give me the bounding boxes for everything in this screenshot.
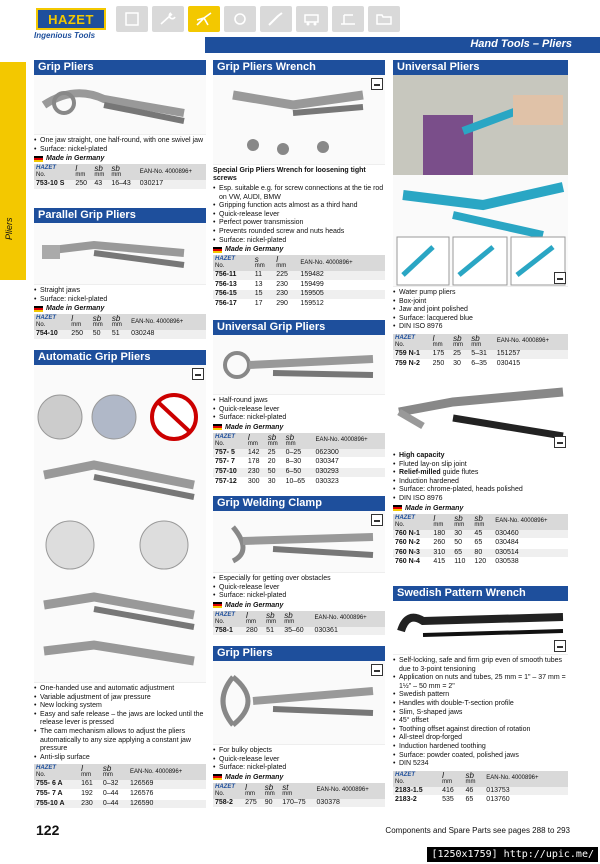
feature: • Easy and safe release – the jaws are locked until the release lever is pressed [34, 711, 206, 728]
feature: • Toothing offset against direction of rotation [393, 726, 568, 735]
feature: • Gripping function acts almost as a third hand [213, 202, 385, 211]
section-title: Grip Pliers Wrench [213, 60, 385, 75]
table-row: 757- 5 142 25 0–25 062300 [213, 449, 385, 458]
table-row: 759 N-2 250 30 6–35 030415 [393, 359, 568, 369]
feature: • Surface: nickel-plated [213, 764, 385, 773]
feature: • Surface: powder coated, polished jaws [393, 752, 568, 761]
feature: • Esp. suitable e.g. for screw connections at the tie rod on VW, AUDI, BMW [213, 185, 385, 202]
logo-tagline: Ingenious Tools [34, 31, 96, 40]
feature: • Variable adjustment of jaw pressure [34, 694, 206, 703]
info-corner-icon [554, 640, 566, 652]
section-title: Swedish Pattern Wrench [393, 586, 568, 601]
feature-list [393, 289, 568, 332]
made-in-germany: Made in Germany [213, 424, 385, 431]
wrench-icon[interactable] [152, 6, 184, 32]
welding-clamp-image [213, 511, 385, 573]
feature-list [213, 397, 385, 423]
feature: • Induction hardened toothing [393, 743, 568, 752]
section-swedish-wrench [393, 586, 568, 806]
section-title: Parallel Grip Pliers [34, 208, 206, 223]
feature: • For bulky objects [213, 747, 385, 756]
section-title: Grip Pliers [213, 646, 385, 661]
spec-table: HAZET No. l mm sb mm sb mm EAN-No. 4000896+ 754-10 250 50 51 030248 [34, 314, 206, 340]
feature: • Water pump pliers [393, 289, 568, 298]
grip-pliers-image [34, 75, 206, 135]
feature: • Swedish pattern [393, 691, 568, 700]
universal-grip-image [213, 335, 385, 395]
spec-table: HAZET No. l mm sb mm sb mm EAN-No. 4000896+ 753-10 S 250 43 16–43 030217 [34, 164, 206, 190]
feature: • Relief-milled guide flutes [393, 469, 568, 478]
spec-table: HAZET No. l mm sb mm EAN-No. 4000896+ 755- 6 A 161 0–32 126569 755- 7 A 192 0–44 126576 755-10 A 230 0–44 126590 [34, 764, 206, 809]
table-row: 760 N-4 415 110 120 030538 [393, 558, 568, 568]
section-box-joint-pliers [393, 378, 568, 568]
parallel-grip-image [34, 223, 206, 285]
swedish-wrench-image [393, 601, 568, 655]
feature: • Surface: nickel-plated [34, 296, 206, 305]
feature-list [393, 657, 568, 769]
feature: • Surface: nickel-plated [213, 237, 385, 246]
feature-list [213, 747, 385, 773]
feature: • Surface: nickel-plated [213, 414, 385, 423]
spec-table: HAZET No. l mm sb mm sb mm EAN-No. 4000896+ 760 N-1 180 30 45 030460 760 N-2 260 50 65 030484 760 N-3 310 65 80 030514 760 N-4 415 110 120 030538 [393, 514, 568, 568]
bulky-grip-pliers-image [213, 661, 385, 745]
side-label: Pliers [4, 217, 14, 240]
feature: • Slim, S-shaped jaws [393, 709, 568, 718]
feature: • High capacity [393, 452, 568, 461]
spec-table: HAZET No. l mm sb mm EAN-No. 4000896+ 2183-1.5 416 46 013753 2183-2 535 65 013760 [393, 771, 568, 806]
table-row: 755-10 A 230 0–44 126590 [34, 799, 206, 809]
made-in-germany: Made in Germany [213, 774, 385, 781]
german-flag-icon [213, 602, 222, 608]
table-row: 755- 6 A 161 0–32 126569 [34, 780, 206, 789]
spec-table: HAZET No. l mm sb mm st mm EAN-No. 4000896+ 758-2 275 90 170–75 030378 [213, 783, 385, 809]
section-grip-wrench [213, 60, 385, 310]
table-row: 757- 7 178 20 8–30 030347 [213, 458, 385, 468]
spec-table: HAZET No. l mm sb mm sb mm EAN-No. 4000896+ 759 N-1 175 25 5–31 151257 759 N-2 250 30 6–35 030415 [393, 334, 568, 369]
german-flag-icon [393, 505, 402, 511]
feature-list [34, 287, 206, 304]
table-row: 756-11 11 225 159482 [213, 271, 385, 280]
feature: • Prevents rounded screw and nuts heads [213, 228, 385, 237]
spec-table: HAZET No. s mm l mm EAN-No. 4000896+ 756-11 11 225 159482 756-13 13 230 159499 756-15 15 230 159505 756-17 17 290 159512 [213, 255, 385, 309]
spec-table: HAZET No. l mm sb mm sb mm EAN-No. 4000896+ 758-1 280 51 35–60 030361 [213, 611, 385, 637]
feature: • Induction hardened [393, 478, 568, 487]
info-corner-icon [554, 436, 566, 448]
feature: • Application on nuts and tubes, 25 mm = 1" – 37 mm = 1½" – 50 mm = 2" [393, 674, 568, 691]
feature: • The cam mechanism allows to adjust the pliers automatically to any size applying a constant jaw pressure [34, 728, 206, 754]
page-header [0, 0, 600, 52]
made-in-germany: Made in Germany [34, 155, 206, 162]
feature: • Quick-release lever [213, 406, 385, 415]
section-title: Universal Grip Pliers [213, 320, 385, 335]
book-icon[interactable] [116, 6, 148, 32]
table-row: 757-10 230 50 6–50 030293 [213, 467, 385, 477]
german-flag-icon [213, 774, 222, 780]
hazet-logo: HAZET [36, 8, 106, 30]
german-flag-icon [34, 156, 43, 162]
page-number: 122 [36, 822, 60, 838]
feature-list [213, 185, 385, 245]
feature: • New locking system [34, 702, 206, 711]
feature-list [34, 685, 206, 762]
section-title: Universal Pliers [393, 60, 568, 75]
folder-icon[interactable] [368, 6, 400, 32]
table-row: 760 N-3 310 65 80 030514 [393, 548, 568, 558]
feature: • Surface: nickel-plated [34, 146, 206, 155]
made-in-germany: Made in Germany [393, 505, 568, 512]
table-row: 755- 7 A 192 0–44 126576 [34, 789, 206, 799]
category-tabs [116, 6, 400, 32]
box-joint-pliers-image [393, 378, 568, 450]
section-intro: Special Grip Pliers Wrench for loosening tight screws [213, 167, 366, 182]
table-row: 759 N-1 175 25 5–31 151257 [393, 350, 568, 359]
feature: • Anti-slip surface [34, 754, 206, 763]
feature-list [34, 137, 206, 154]
section-universal-pliers [393, 60, 568, 369]
universal-pliers-image [393, 75, 568, 287]
table-row: 757-12 300 30 10–65 030323 [213, 477, 385, 487]
feature: • Straight jaws [34, 287, 206, 296]
feature-list [393, 452, 568, 504]
german-flag-icon [34, 306, 43, 312]
spare-parts-note: Components and Spare Parts see pages 288 to 293 [385, 826, 570, 835]
table-row: 760 N-1 180 30 45 030460 [393, 530, 568, 539]
watermark: [1250x1759] http://upic.me/ [427, 847, 598, 862]
feature: • Fluted lay-on slip joint [393, 461, 568, 470]
side-tab [0, 62, 26, 280]
feature: • One jaw straight, one half-round, with one swivel jaw [34, 137, 206, 146]
feature: • DIN ISO 8976 [393, 495, 568, 504]
feature: • Quick-release lever [213, 756, 385, 765]
feature: • Box-joint [393, 298, 568, 307]
german-flag-icon [213, 247, 222, 253]
feature: • One-handed use and automatic adjustment [34, 685, 206, 694]
feature-list [213, 575, 385, 601]
feature: • Half-round jaws [213, 397, 385, 406]
table-row: 756-17 17 290 159512 [213, 299, 385, 309]
table-row: 758-1 280 51 35–60 030361 [213, 627, 385, 636]
section-universal-grip [213, 320, 385, 487]
spec-table: HAZET No. l mm sb mm sb mm EAN-No. 4000896+ 757- 5 142 25 0–25 062300 757- 7 178 20 8–30 030347 757-10 230 50 6–50 030293 757-12 300 30 10–65 030323 [213, 433, 385, 487]
feature: • Self-locking, safe and firm grip even of smooth tubes due to 3-point tensioning [393, 657, 568, 674]
german-flag-icon [213, 424, 222, 430]
feature: • Quick-release lever [213, 584, 385, 593]
screwdriver-icon[interactable] [260, 6, 292, 32]
made-in-germany: Made in Germany [213, 246, 385, 253]
pliers-icon[interactable] [188, 6, 220, 32]
feature: • Surface: nickel-plated [213, 592, 385, 601]
section-automatic-grip [34, 350, 206, 809]
section-grip-pliers-bulky [213, 646, 385, 808]
cart-icon[interactable] [296, 6, 328, 32]
feature: • DIN ISO 8976 [393, 323, 568, 332]
feature: • Surface: chrome-plated, heads polished [393, 486, 568, 495]
section-title: Grip Welding Clamp [213, 496, 385, 511]
feature: • Jaw and joint polished [393, 306, 568, 315]
automatic-grip-image [34, 365, 206, 683]
feature: • Surface: lacquered blue [393, 315, 568, 324]
table-row: 754-10 250 50 51 030248 [34, 330, 206, 339]
page-title: Hand Tools – Pliers [470, 38, 572, 50]
feature: • 45° offset [393, 717, 568, 726]
table-row: 2183-1.5 416 46 013753 [393, 787, 568, 796]
table-row: 756-13 13 230 159499 [213, 280, 385, 290]
info-corner-icon [554, 272, 566, 284]
table-row: 2183-2 535 65 013760 [393, 796, 568, 806]
section-title: Automatic Grip Pliers [34, 350, 206, 365]
socket-icon[interactable] [224, 6, 256, 32]
section-parallel-grip [34, 208, 206, 340]
feature: • Quick-release lever [213, 211, 385, 220]
gauge-icon[interactable] [332, 6, 364, 32]
feature: • All-steel drop-forged [393, 734, 568, 743]
table-row: 758-2 275 90 170–75 030378 [213, 799, 385, 808]
feature: • DIN 5234 [393, 760, 568, 769]
feature: • Perfect power transmission [213, 219, 385, 228]
grip-wrench-image [213, 75, 385, 165]
table-row: 753-10 S 250 43 16–43 030217 [34, 180, 206, 189]
feature: • Especially for getting over obstacles [213, 575, 385, 584]
section-welding-clamp [213, 496, 385, 636]
made-in-germany: Made in Germany [34, 305, 206, 312]
section-grip-pliers [34, 60, 206, 190]
made-in-germany: Made in Germany [213, 602, 385, 609]
section-title: Grip Pliers [34, 60, 206, 75]
table-row: 756-15 15 230 159505 [213, 290, 385, 300]
table-row: 760 N-2 260 50 65 030484 [393, 539, 568, 549]
feature: • Handles with double-T-section profile [393, 700, 568, 709]
